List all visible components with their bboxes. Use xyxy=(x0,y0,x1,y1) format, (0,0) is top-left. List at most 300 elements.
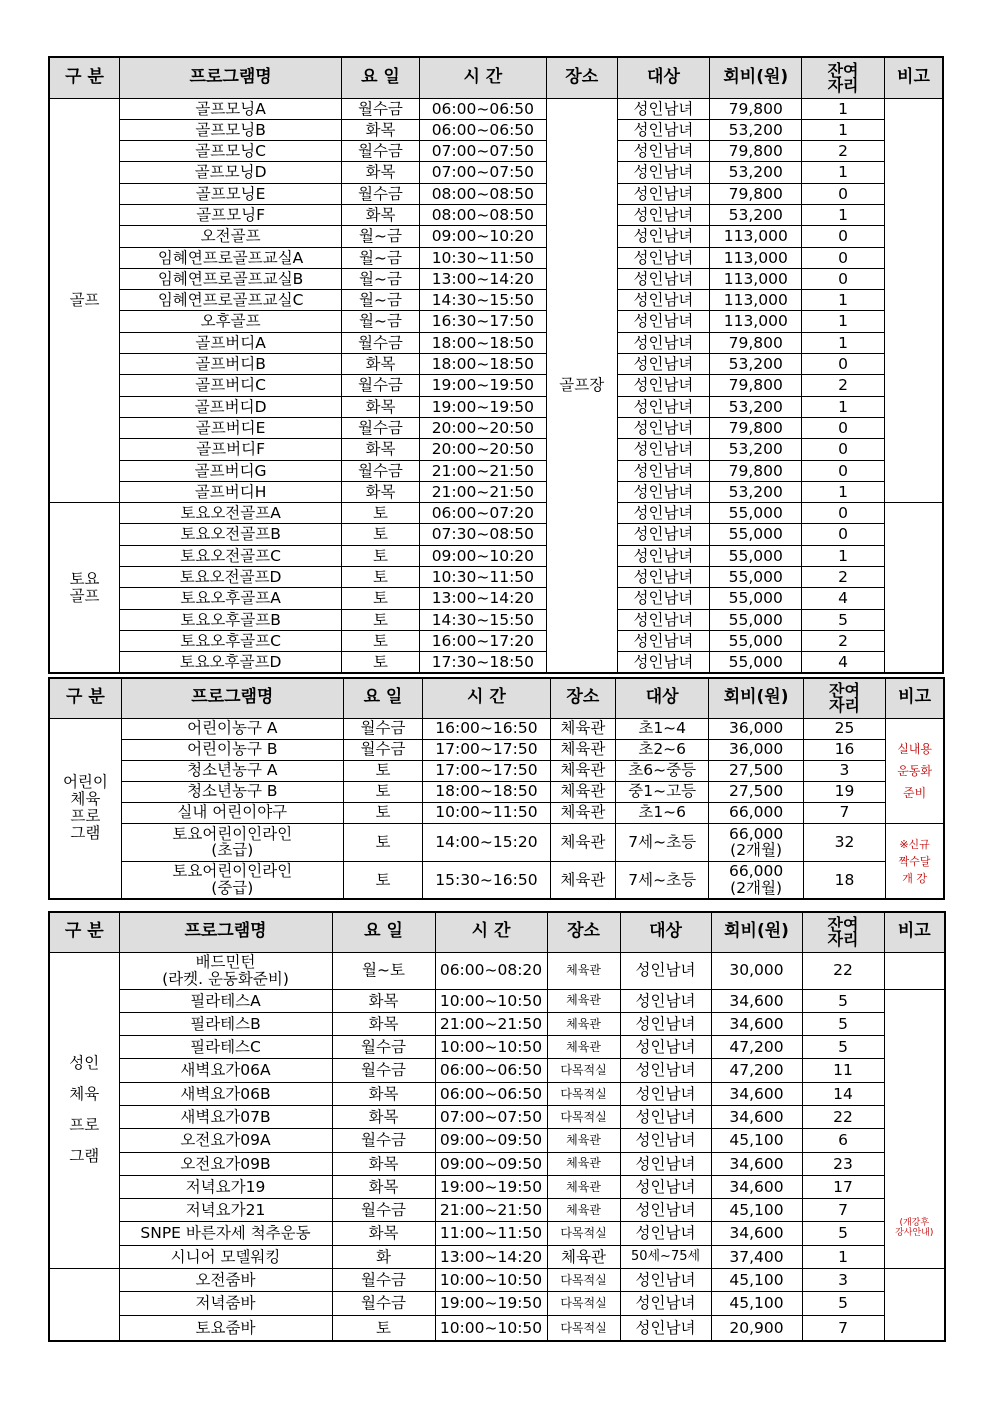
note-zumba xyxy=(884,1269,945,1342)
program-name: 필라테스A xyxy=(119,989,332,1012)
place: 체육관 xyxy=(547,1129,620,1152)
fee: 55,000 xyxy=(710,524,802,545)
table-row xyxy=(49,630,943,651)
time: 19:00~19:50 xyxy=(435,1175,547,1198)
time: 09:00~09:50 xyxy=(435,1129,547,1152)
table-row xyxy=(49,567,943,588)
place: 체육관 xyxy=(547,1012,620,1035)
time: 15:30~16:50 xyxy=(423,861,551,899)
header-category: 구 분 xyxy=(49,678,121,718)
header-target: 대상 xyxy=(620,912,711,952)
table-row xyxy=(49,1129,945,1152)
days: 월수금 xyxy=(342,98,420,119)
header-fee: 회비(원) xyxy=(710,57,802,98)
place: 체육관 xyxy=(547,952,620,989)
fee: 113,000 xyxy=(710,247,802,268)
days: 화목 xyxy=(332,1082,435,1105)
table-row xyxy=(49,781,944,802)
target: 성인남녀 xyxy=(617,503,710,524)
time: 20:00~20:50 xyxy=(419,439,546,460)
target: 성인남녀 xyxy=(617,588,710,609)
program-name: 골프모닝F xyxy=(120,204,342,225)
header-note: 비고 xyxy=(884,912,945,952)
fee: 79,800 xyxy=(710,417,802,438)
fee: 113,000 xyxy=(710,226,802,247)
seats: 0 xyxy=(802,226,885,247)
fee: 34,600 xyxy=(711,1152,802,1175)
program-name: SNPE 바른자세 척추운동 xyxy=(119,1222,332,1245)
time: 18:00~18:50 xyxy=(419,332,546,353)
header-seats xyxy=(802,57,885,98)
fee: 53,200 xyxy=(710,396,802,417)
program-name: 오전요가09B xyxy=(119,1152,332,1175)
header-program: 프로그램명 xyxy=(121,678,343,718)
header-seats-text: 잔여 자리 xyxy=(827,915,859,950)
days: 월~금 xyxy=(342,311,420,332)
program-name: 골프모닝A xyxy=(120,98,342,119)
program-name: 배드민턴 (라켓. 운동화준비) xyxy=(119,952,332,989)
program-name: 새벽요가06B xyxy=(119,1082,332,1105)
seats: 32 xyxy=(803,823,885,861)
seats: 1 xyxy=(802,332,885,353)
time: 07:30~08:50 xyxy=(419,524,546,545)
program-name: 골프버디H xyxy=(120,481,342,502)
days: 화목 xyxy=(342,162,420,183)
seats: 0 xyxy=(802,439,885,460)
target: 성인남녀 xyxy=(617,204,710,225)
fee: 66,000 (2개월) xyxy=(709,823,803,861)
table-row xyxy=(49,652,943,673)
fee: 55,000 xyxy=(710,652,802,673)
table-row xyxy=(49,1292,945,1315)
seats: 7 xyxy=(802,1199,884,1222)
time: 13:00~14:20 xyxy=(435,1245,547,1268)
seats: 25 xyxy=(803,718,885,739)
target: 성인남녀 xyxy=(617,417,710,438)
header-days: 요 일 xyxy=(343,678,422,718)
table-row xyxy=(49,1152,945,1175)
time: 09:00~10:20 xyxy=(419,226,546,247)
fee: 55,000 xyxy=(710,545,802,566)
seats: 1 xyxy=(802,396,885,417)
fee: 79,800 xyxy=(710,183,802,204)
time: 16:00~17:20 xyxy=(419,630,546,651)
header-time: 시 간 xyxy=(423,678,551,718)
time: 14:30~15:50 xyxy=(419,290,546,311)
table-row xyxy=(49,119,943,140)
time: 14:00~15:20 xyxy=(423,823,551,861)
target: 성인남녀 xyxy=(620,1059,711,1082)
fee: 53,200 xyxy=(710,119,802,140)
days: 월수금 xyxy=(343,718,422,739)
note-instructor xyxy=(884,989,945,1269)
seats: 5 xyxy=(802,1292,884,1315)
time: 10:00~11:50 xyxy=(423,802,551,823)
header-seats-text: 잔여 자리 xyxy=(827,60,859,95)
header-row xyxy=(49,57,943,98)
days: 토 xyxy=(343,781,422,802)
program-name: 임혜연프로골프교실B xyxy=(120,268,342,289)
seats: 1 xyxy=(802,311,885,332)
program-name: 실내 어린이야구 xyxy=(121,802,343,823)
target: 초6~중등 xyxy=(615,760,708,781)
days: 월수금 xyxy=(332,1199,435,1222)
days: 월수금 xyxy=(343,739,422,760)
fee: 53,200 xyxy=(710,354,802,375)
table-row xyxy=(49,823,944,861)
fee: 45,100 xyxy=(711,1292,802,1315)
target: 성인남녀 xyxy=(617,396,710,417)
days: 화목 xyxy=(332,1105,435,1128)
seats: 7 xyxy=(802,1315,884,1341)
days: 월수금 xyxy=(332,1129,435,1152)
program-name: 오후골프 xyxy=(120,311,342,332)
time: 07:00~07:50 xyxy=(419,141,546,162)
header-row xyxy=(49,912,945,952)
header-place: 장소 xyxy=(547,912,620,952)
place: 다목적실 xyxy=(547,1105,620,1128)
category-saturday-golf: 토요 골프 xyxy=(49,503,120,673)
program-name: 오전골프 xyxy=(120,226,342,247)
fee: 79,800 xyxy=(710,98,802,119)
program-name: 토요오후골프A xyxy=(120,588,342,609)
program-name: 골프모닝C xyxy=(120,141,342,162)
seats: 0 xyxy=(802,183,885,204)
time: 06:00~06:50 xyxy=(419,98,546,119)
fee: 34,600 xyxy=(711,1012,802,1035)
program-name: 골프버디A xyxy=(120,332,342,353)
target: 초2~6 xyxy=(615,739,708,760)
time: 16:30~17:50 xyxy=(419,311,546,332)
program-name: 골프버디D xyxy=(120,396,342,417)
note-instructor-text: (개강후 강사안내) xyxy=(895,1218,934,1239)
time: 17:00~17:50 xyxy=(423,760,551,781)
seats: 1 xyxy=(802,119,885,140)
program-name: 골프버디E xyxy=(120,417,342,438)
fee: 113,000 xyxy=(710,311,802,332)
note-saturday-golf xyxy=(884,503,943,673)
program-name: 청소년농구 B xyxy=(121,781,343,802)
time: 10:30~11:50 xyxy=(419,247,546,268)
header-seats xyxy=(803,678,885,718)
days: 화목 xyxy=(332,1152,435,1175)
seats: 7 xyxy=(803,802,885,823)
time: 17:30~18:50 xyxy=(419,652,546,673)
time: 11:00~11:50 xyxy=(435,1222,547,1245)
target: 성인남녀 xyxy=(617,98,710,119)
fee: 34,600 xyxy=(711,1175,802,1198)
place: 체육관 xyxy=(550,861,615,899)
seats: 2 xyxy=(802,375,885,396)
table-row xyxy=(49,268,943,289)
days: 월~금 xyxy=(342,268,420,289)
table-row xyxy=(49,332,943,353)
program-name: 토요오후골프C xyxy=(120,630,342,651)
table-row xyxy=(49,247,943,268)
program-name: 필라테스C xyxy=(119,1036,332,1059)
target: 성인남녀 xyxy=(620,1129,711,1152)
time: 09:00~09:50 xyxy=(435,1152,547,1175)
time: 08:00~08:50 xyxy=(419,204,546,225)
program-name: 토요오전골프B xyxy=(120,524,342,545)
target: 성인남녀 xyxy=(620,1012,711,1035)
seats: 5 xyxy=(802,1222,884,1245)
table-row xyxy=(49,354,943,375)
header-days: 요 일 xyxy=(342,57,420,98)
note-golf xyxy=(884,98,943,503)
days: 토 xyxy=(343,760,422,781)
fee: 113,000 xyxy=(710,290,802,311)
fee: 66,000 (2개월) xyxy=(709,861,803,899)
program-name: 저녁요가21 xyxy=(119,1199,332,1222)
fee: 47,200 xyxy=(711,1059,802,1082)
fee: 34,600 xyxy=(711,989,802,1012)
table-row xyxy=(49,1245,945,1268)
days: 월수금 xyxy=(332,1036,435,1059)
table-row xyxy=(49,1315,945,1341)
target: 성인남녀 xyxy=(620,1199,711,1222)
place: 체육관 xyxy=(550,802,615,823)
program-name: 골프모닝D xyxy=(120,162,342,183)
fee: 79,800 xyxy=(710,141,802,162)
table-row xyxy=(49,396,943,417)
fee: 55,000 xyxy=(710,503,802,524)
program-name: 골프버디C xyxy=(120,375,342,396)
table-row xyxy=(49,588,943,609)
seats: 1 xyxy=(802,545,885,566)
place: 다목적실 xyxy=(547,1222,620,1245)
time: 13:00~14:20 xyxy=(419,268,546,289)
note-new-class xyxy=(886,823,944,899)
time: 06:00~06:50 xyxy=(435,1059,547,1082)
place: 체육관 xyxy=(550,718,615,739)
time: 16:00~16:50 xyxy=(423,718,551,739)
seats: 0 xyxy=(802,417,885,438)
header-program: 프로그램명 xyxy=(119,912,332,952)
note-badminton xyxy=(884,952,945,989)
time: 13:00~14:20 xyxy=(419,588,546,609)
target: 성인남녀 xyxy=(617,311,710,332)
target: 성인남녀 xyxy=(617,460,710,481)
table-row xyxy=(49,204,943,225)
seats: 5 xyxy=(802,1012,884,1035)
table-row xyxy=(49,162,943,183)
place: 체육관 xyxy=(550,781,615,802)
table-row xyxy=(49,1222,945,1245)
target: 성인남녀 xyxy=(617,609,710,630)
header-time: 시 간 xyxy=(419,57,546,98)
category-golf: 골프 xyxy=(49,98,120,503)
header-days: 요 일 xyxy=(332,912,435,952)
time: 19:00~19:50 xyxy=(435,1292,547,1315)
program-name: 토요어린이인라인 (초급) xyxy=(121,823,343,861)
target: 성인남녀 xyxy=(620,1292,711,1315)
seats: 5 xyxy=(802,1036,884,1059)
seats: 0 xyxy=(802,524,885,545)
fee: 66,000 xyxy=(709,802,803,823)
target: 성인남녀 xyxy=(620,1175,711,1198)
category-adult: 성인 체육 프로 그램 xyxy=(49,952,119,1269)
program-name: 토요어린이인라인 (중급) xyxy=(121,861,343,899)
target: 성인남녀 xyxy=(617,524,710,545)
fee: 47,200 xyxy=(711,1036,802,1059)
target: 성인남녀 xyxy=(617,119,710,140)
days: 월수금 xyxy=(342,460,420,481)
program-name: 골프모닝B xyxy=(120,119,342,140)
target: 성인남녀 xyxy=(620,1036,711,1059)
place: 다목적실 xyxy=(547,1059,620,1082)
days: 토 xyxy=(343,823,422,861)
target: 7세~초등 xyxy=(615,861,708,899)
target: 성인남녀 xyxy=(620,989,711,1012)
header-program: 프로그램명 xyxy=(120,57,342,98)
days: 화목 xyxy=(342,354,420,375)
target: 성인남녀 xyxy=(617,183,710,204)
target: 성인남녀 xyxy=(620,1105,711,1128)
table-row xyxy=(49,481,943,502)
target: 성인남녀 xyxy=(617,567,710,588)
table-row xyxy=(49,503,943,524)
fee: 53,200 xyxy=(710,162,802,183)
header-note: 비고 xyxy=(886,678,944,718)
header-place: 장소 xyxy=(546,57,617,98)
program-name: 새벽요가06A xyxy=(119,1059,332,1082)
days: 화목 xyxy=(342,119,420,140)
place: 다목적실 xyxy=(547,1269,620,1292)
time: 10:00~10:50 xyxy=(435,1036,547,1059)
target: 성인남녀 xyxy=(617,545,710,566)
header-seats-text: 잔여 자리 xyxy=(829,681,860,716)
seats: 1 xyxy=(802,204,885,225)
days: 월~금 xyxy=(342,247,420,268)
seats: 1 xyxy=(802,162,885,183)
days: 월~금 xyxy=(342,226,420,247)
table-row xyxy=(49,290,943,311)
seats: 0 xyxy=(802,503,885,524)
place: 체육관 xyxy=(547,1152,620,1175)
seats: 4 xyxy=(802,652,885,673)
time: 06:00~06:50 xyxy=(435,1082,547,1105)
days: 화목 xyxy=(332,1222,435,1245)
table-row xyxy=(49,1105,945,1128)
seats: 5 xyxy=(802,609,885,630)
days: 토 xyxy=(342,524,420,545)
golf-schedule-table xyxy=(48,56,944,674)
program-name: 토요오전골프D xyxy=(120,567,342,588)
fee: 45,100 xyxy=(711,1269,802,1292)
program-name: 임혜연프로골프교실A xyxy=(120,247,342,268)
days: 화목 xyxy=(332,989,435,1012)
program-name: 오전줌바 xyxy=(119,1269,332,1292)
table-row xyxy=(49,718,944,739)
target: 50세~75세 xyxy=(620,1245,711,1268)
table-row xyxy=(49,460,943,481)
table-row xyxy=(49,524,943,545)
target: 성인남녀 xyxy=(617,630,710,651)
kids-schedule-table xyxy=(48,677,945,900)
program-name: 필라테스B xyxy=(119,1012,332,1035)
place: 체육관 xyxy=(547,1245,620,1268)
table-row xyxy=(49,439,943,460)
place: 다목적실 xyxy=(547,1082,620,1105)
days: 월수금 xyxy=(342,141,420,162)
category-zumba xyxy=(49,1269,119,1342)
fee: 79,800 xyxy=(710,460,802,481)
time: 10:30~11:50 xyxy=(419,567,546,588)
place: 체육관 xyxy=(550,739,615,760)
program-name: 임혜연프로골프교실C xyxy=(120,290,342,311)
seats: 4 xyxy=(802,588,885,609)
target: 성인남녀 xyxy=(620,1152,711,1175)
table-row xyxy=(49,545,943,566)
table-row xyxy=(49,375,943,396)
time: 06:00~06:50 xyxy=(419,119,546,140)
target: 성인남녀 xyxy=(617,290,710,311)
program-name: 새벽요가07B xyxy=(119,1105,332,1128)
target: 성인남녀 xyxy=(620,1269,711,1292)
days: 화목 xyxy=(342,439,420,460)
target: 성인남녀 xyxy=(617,439,710,460)
time: 19:00~19:50 xyxy=(419,396,546,417)
days: 월수금 xyxy=(332,1059,435,1082)
seats: 1 xyxy=(802,1245,884,1268)
fee: 37,400 xyxy=(711,1245,802,1268)
target: 성인남녀 xyxy=(617,652,710,673)
target: 성인남녀 xyxy=(617,354,710,375)
program-name: 토요오후골프D xyxy=(120,652,342,673)
seats: 0 xyxy=(802,460,885,481)
days: 월~금 xyxy=(342,290,420,311)
target: 성인남녀 xyxy=(617,375,710,396)
header-note: 비고 xyxy=(884,57,943,98)
seats: 0 xyxy=(802,354,885,375)
program-name: 토요오전골프C xyxy=(120,545,342,566)
days: 월수금 xyxy=(332,1269,435,1292)
place: 다목적실 xyxy=(547,1292,620,1315)
days: 토 xyxy=(343,802,422,823)
time: 09:00~10:20 xyxy=(419,545,546,566)
time: 19:00~19:50 xyxy=(419,375,546,396)
program-name: 청소년농구 A xyxy=(121,760,343,781)
days: 화 xyxy=(332,1245,435,1268)
category-kids: 어린이 체육 프로 그램 xyxy=(49,718,121,899)
table-row xyxy=(49,98,943,119)
seats: 3 xyxy=(802,1269,884,1292)
table-row xyxy=(49,141,943,162)
target: 성인남녀 xyxy=(620,1222,711,1245)
target: 성인남녀 xyxy=(617,141,710,162)
fee: 45,100 xyxy=(711,1129,802,1152)
seats: 6 xyxy=(802,1129,884,1152)
days: 토 xyxy=(343,861,422,899)
table-row xyxy=(49,802,944,823)
fee: 27,500 xyxy=(709,781,803,802)
days: 월수금 xyxy=(332,1292,435,1315)
program-name: 어린이농구 A xyxy=(121,718,343,739)
header-seats xyxy=(802,912,884,952)
program-name: 골프버디G xyxy=(120,460,342,481)
program-name: 오전요가09A xyxy=(119,1129,332,1152)
seats: 2 xyxy=(802,630,885,651)
days: 월수금 xyxy=(342,375,420,396)
table-row xyxy=(49,861,944,899)
time: 07:00~07:50 xyxy=(435,1105,547,1128)
seats: 1 xyxy=(802,290,885,311)
program-name: 시니어 모델워킹 xyxy=(119,1245,332,1268)
table-row xyxy=(49,989,945,1012)
program-name: 골프모닝E xyxy=(120,183,342,204)
target: 성인남녀 xyxy=(620,1315,711,1341)
